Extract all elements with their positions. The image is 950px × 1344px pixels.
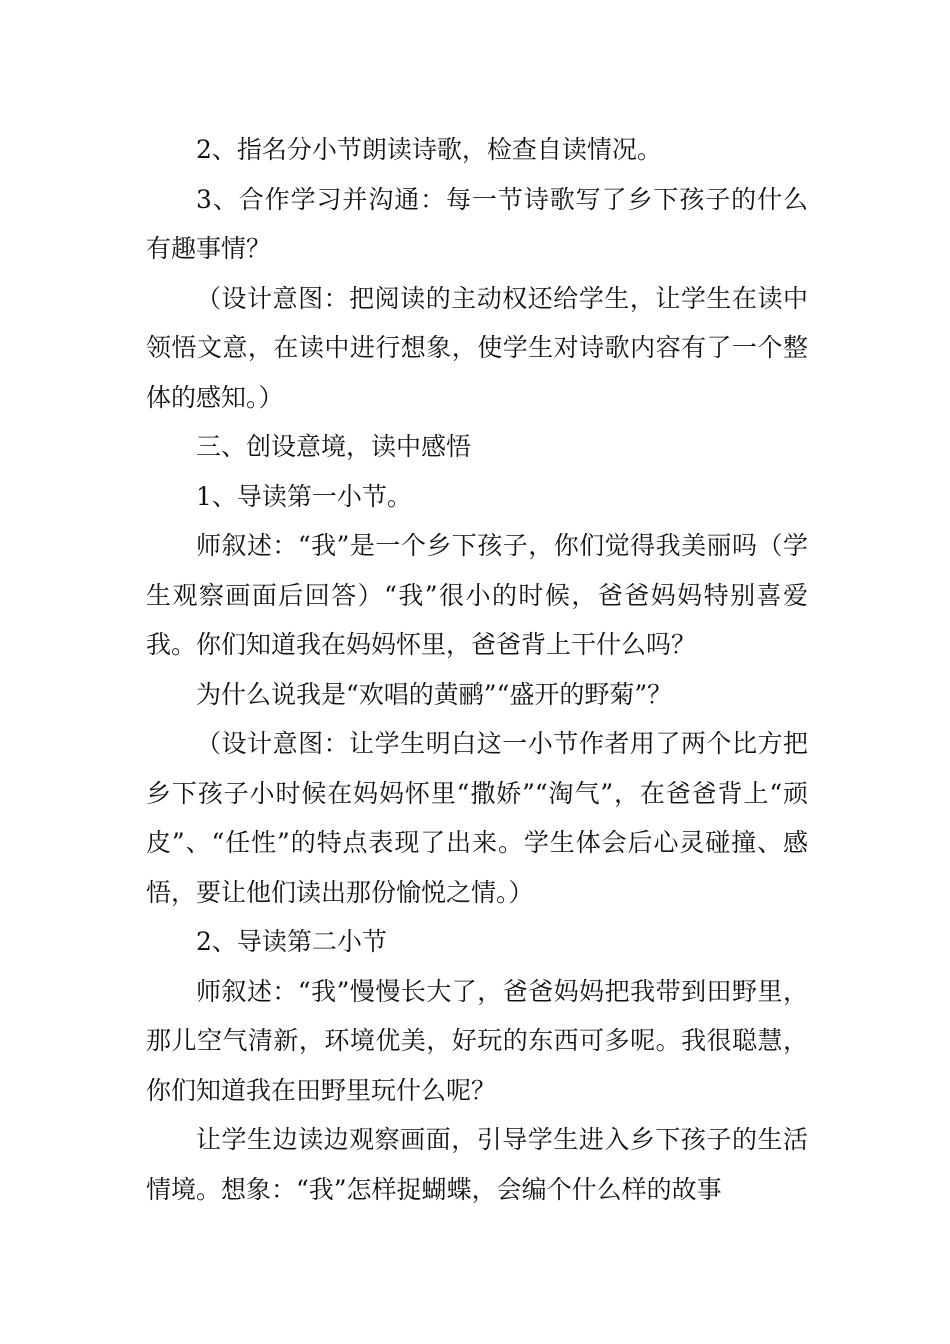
paragraph-item-3: 3、合作学习并沟通：每一节诗歌写了乡下孩子的什么有趣事情？	[146, 184, 808, 263]
guidance-paragraph: 让学生边读边观察画面，引导学生进入乡下孩子的生活情境。想象：“我”怎样捉蝴蝶，会编个什么样的故事	[146, 1125, 808, 1204]
teacher-narration: 师叙述：“我”是一个乡下孩子，你们觉得我美丽吗（学生观察画面后回答）“我”很小的时候，爸爸妈妈特别喜爱我。你们知道我在妈妈怀里，爸爸背上干什么吗？	[146, 531, 808, 659]
subsection-heading: 2、导读第二小节	[196, 927, 387, 956]
question-paragraph: 为什么说我是“欢唱的黄鹂”“盛开的野菊”？	[196, 679, 673, 709]
subsection-heading: 1、导读第一小节。	[196, 481, 412, 511]
design-intent-note: （设计意图：让学生明白这一小节作者用了两个比方把乡下孩子小时候在妈妈怀里“撒娇”“淘气”，在爸爸背上“顽皮”、“任性”的特点表现了出来。学生体会后心灵碰撞、感悟，要让他们读出那份愉悦之情。）	[146, 729, 808, 907]
teacher-narration: 师叙述：“我”慢慢长大了，爸爸妈妈把我带到田野里，那儿空气清新，环境优美，好玩的东西可多呢。我很聪慧，你们知道我在田野里玩什么呢？	[146, 976, 808, 1105]
document-body	[146, 125, 808, 1214]
design-intent-note: （设计意图：把阅读的主动权还给学生，让学生在读中领悟文意，在读中进行想象，使学生对诗歌内容有了一个整体的感知。）	[146, 283, 808, 412]
section-heading: 三、创设意境，读中感悟	[196, 432, 472, 461]
paragraph-item-2: 2、指名分小节朗读诗歌，检查自读情况。	[196, 135, 662, 164]
